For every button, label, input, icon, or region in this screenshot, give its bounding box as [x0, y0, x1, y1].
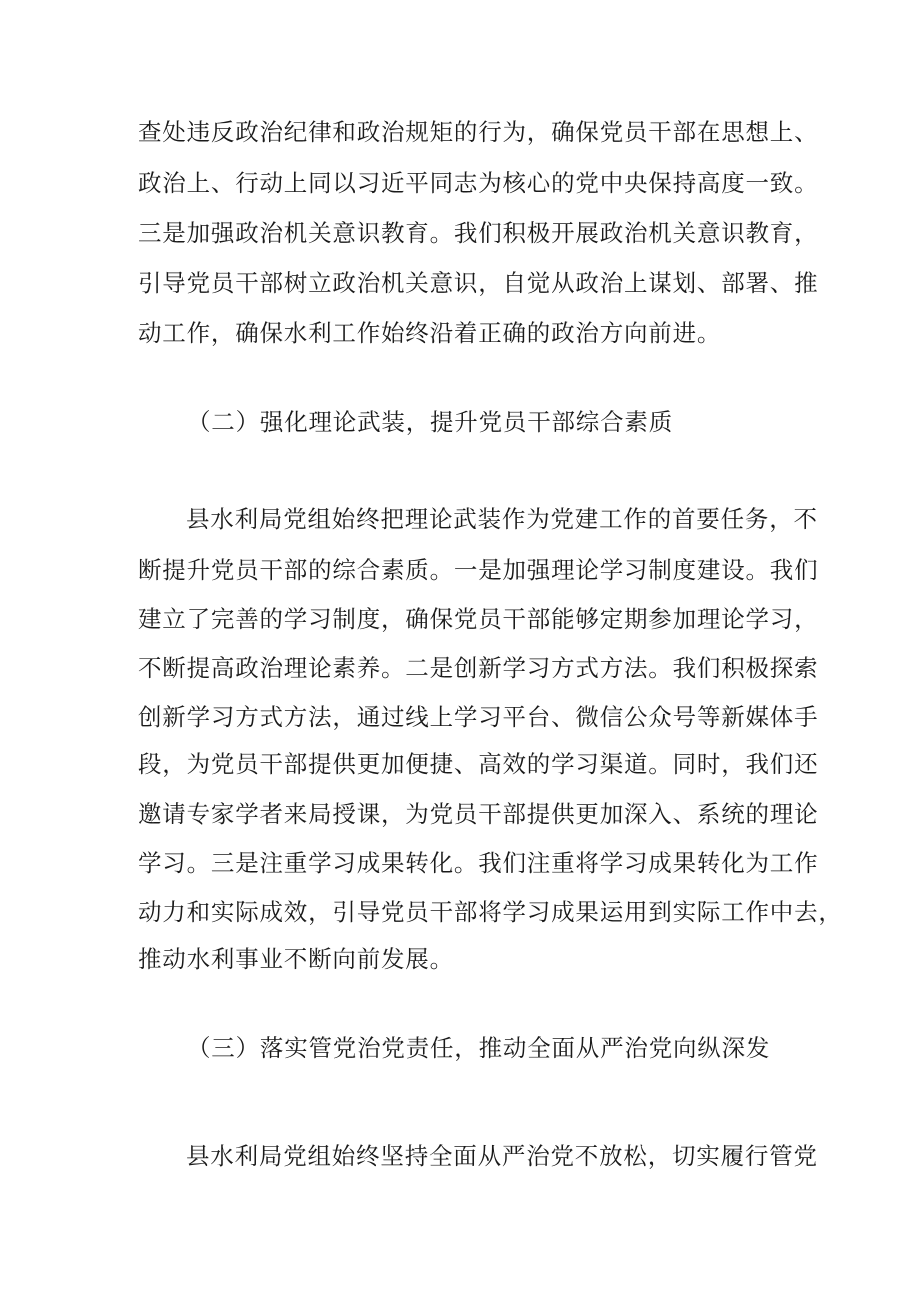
paragraph-1-line-3: 三是加强政治机关意识教育。我们积极开展政治机关意识教育，: [138, 219, 819, 247]
paragraph-2-line-1: 县水利局党组始终把理论武装作为党建工作的首要任务，不: [186, 505, 818, 533]
paragraph-2-line-4: 不断提高政治理论素养。二是创新学习方式方法。我们积极探索: [138, 654, 819, 682]
section-heading-2: （二）强化理论武装，提升党员干部综合素质: [187, 408, 673, 436]
paragraph-3-line-1: 县水利局党组始终坚持全面从严治党不放松，切实履行管党: [186, 1142, 818, 1170]
section-heading-3: （三）落实管党治党责任，推动全面从严治党向纵深发: [187, 1034, 771, 1062]
paragraph-1-line-1: 查处违反政治纪律和政治规矩的行为，确保党员干部在思想上、: [138, 118, 819, 146]
paragraph-1-line-4: 引导党员干部树立政治机关意识，自觉从政治上谋划、部署、推: [138, 269, 819, 297]
paragraph-2-line-8: 学习。三是注重学习成果转化。我们注重将学习成果转化为工作: [138, 849, 819, 877]
paragraph-2-line-3: 建立了完善的学习制度，确保党员干部能够定期参加理论学习，: [138, 605, 819, 633]
paragraph-2-line-7: 邀请专家学者来局授课，为党员干部提供更加深入、系统的理论: [138, 800, 819, 828]
paragraph-2-line-5: 创新学习方式方法，通过线上学习平台、微信公众号等新媒体手: [138, 703, 819, 731]
paragraph-2-line-9: 动力和实际成效，引导党员干部将学习成果运用到实际工作中去，: [138, 898, 843, 926]
paragraph-1-line-2: 政治上、行动上同以习近平同志为核心的党中央保持高度一致。: [138, 169, 819, 197]
paragraph-2-line-10: 推动水利事业不断向前发展。: [138, 945, 454, 973]
paragraph-2-line-2: 断提升党员干部的综合素质。一是加强理论学习制度建设。我们: [138, 556, 819, 584]
paragraph-2-line-6: 段，为党员干部提供更加便捷、高效的学习渠道。同时，我们还: [138, 750, 819, 778]
paragraph-1-line-5: 动工作，确保水利工作始终沿着正确的政治方向前进。: [138, 319, 722, 347]
